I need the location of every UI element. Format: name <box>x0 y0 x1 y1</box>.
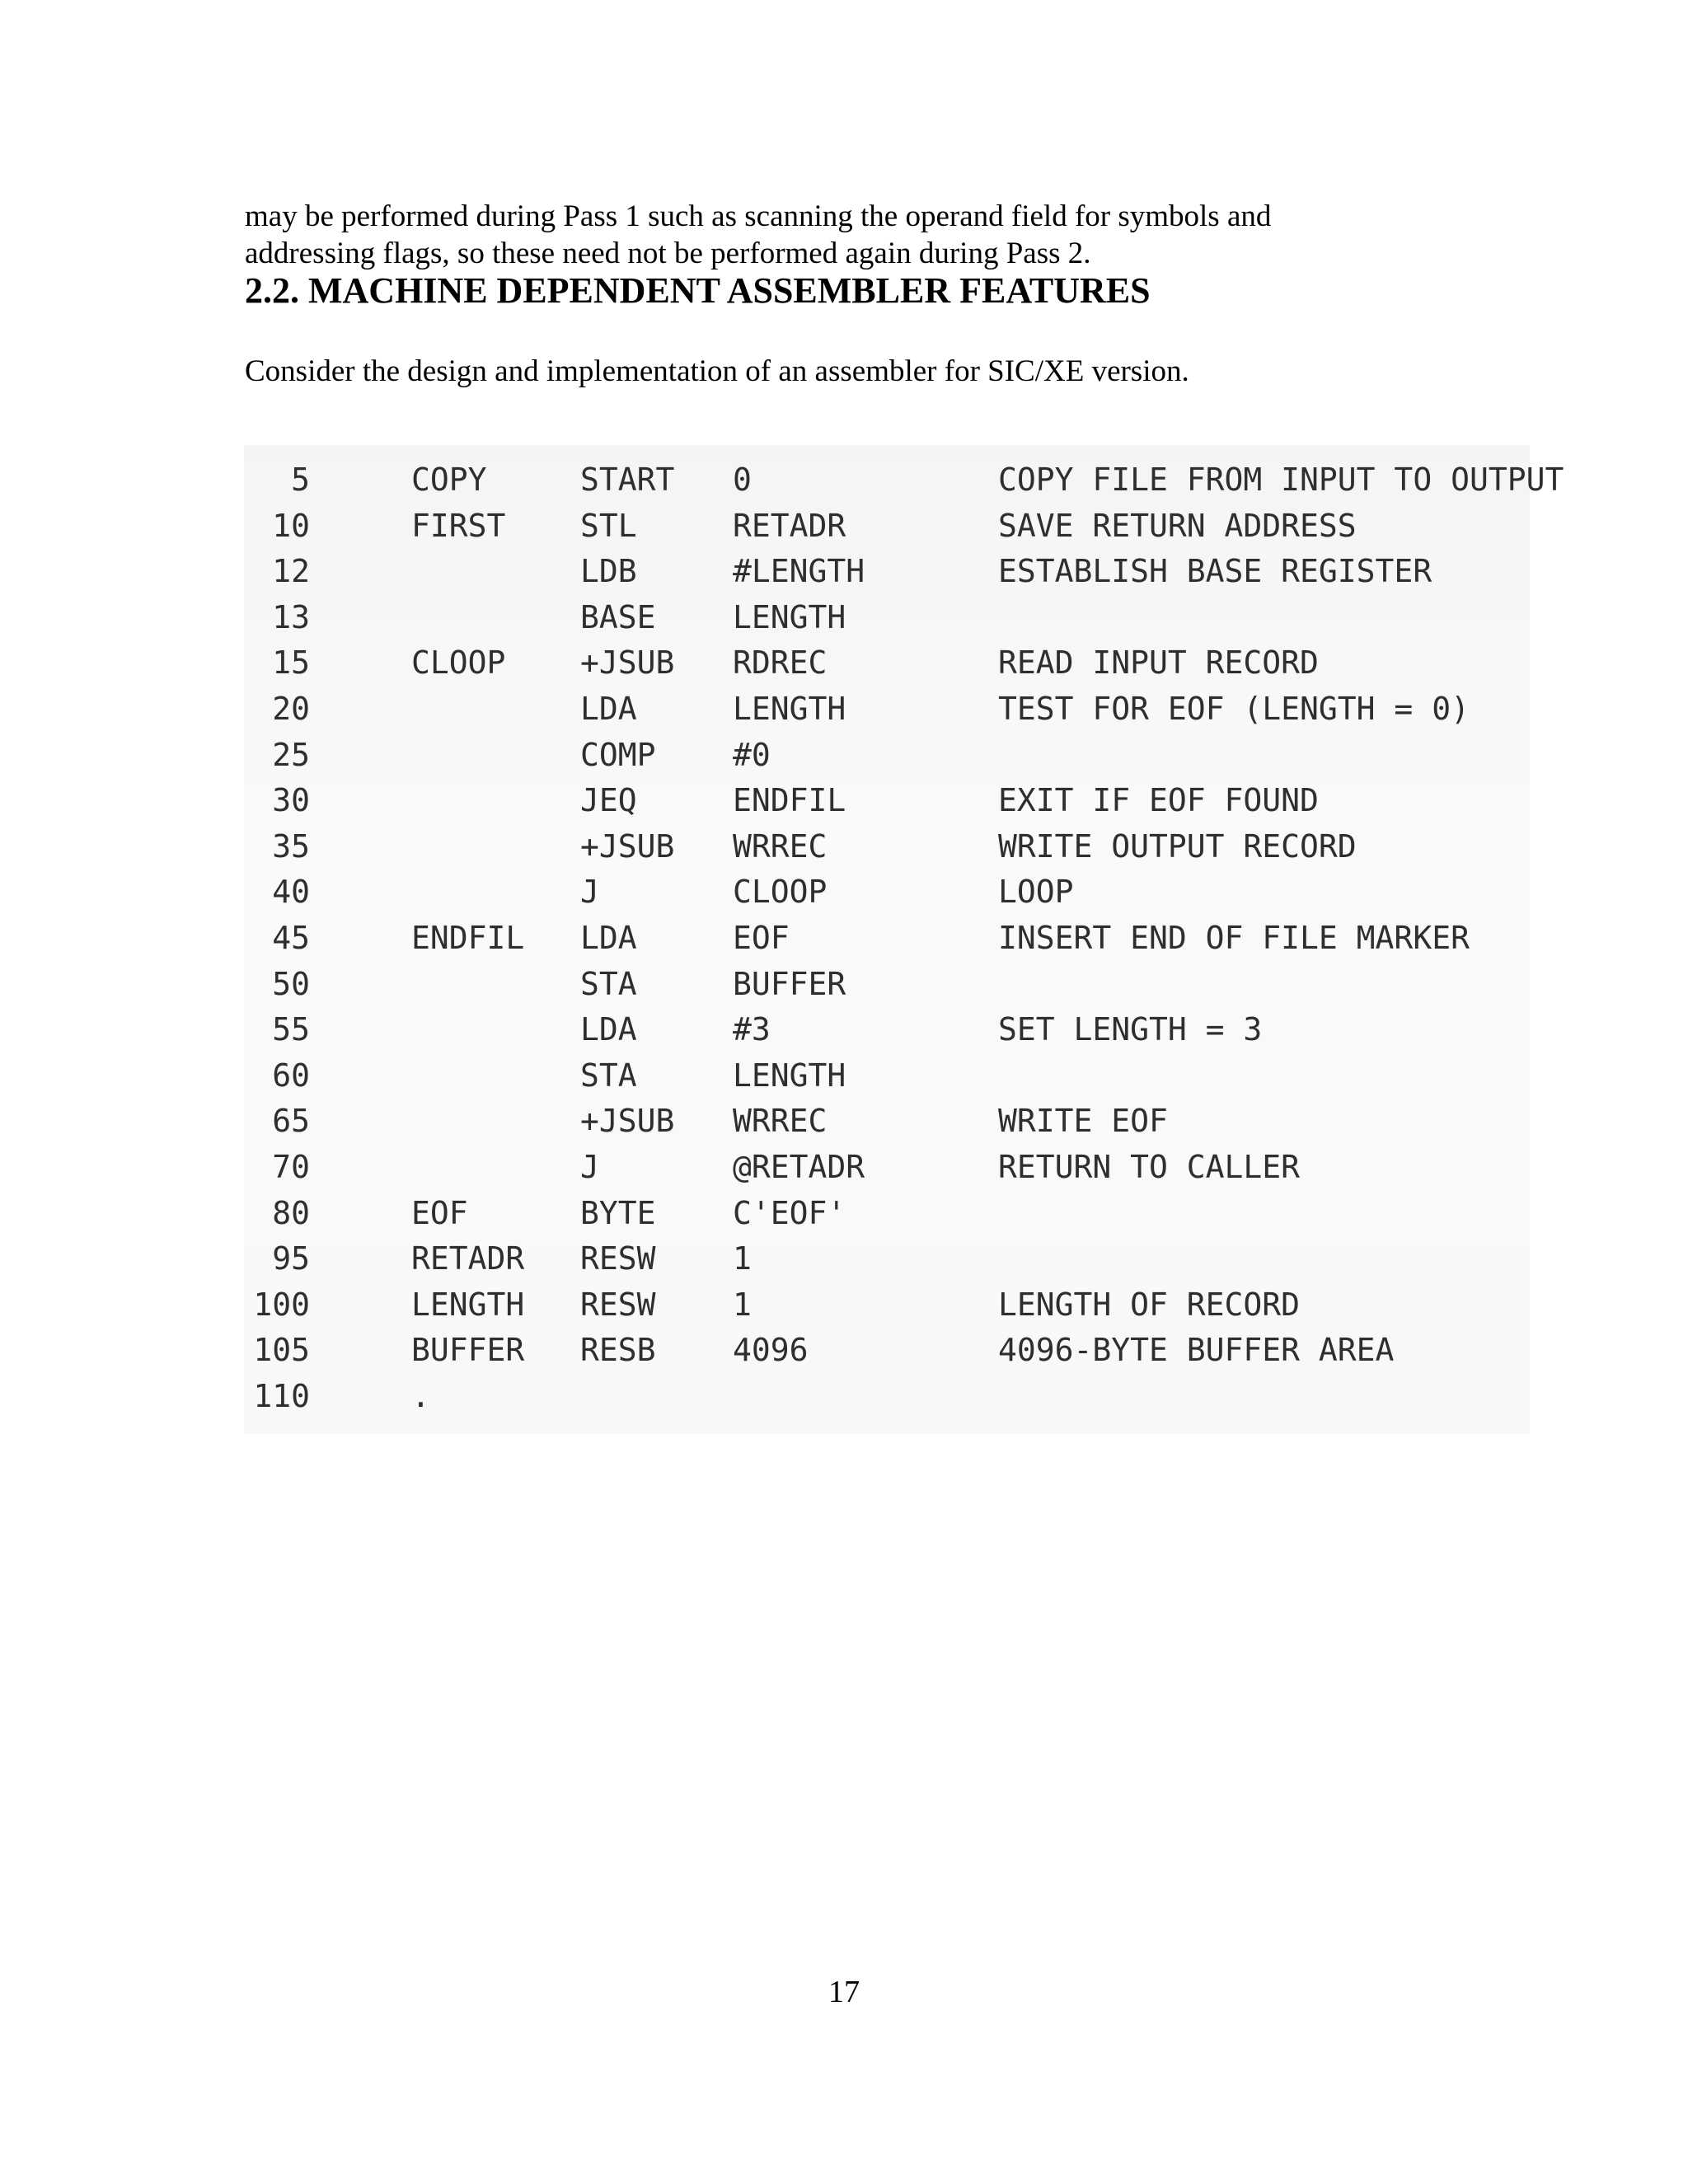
listing-opcode: RESW <box>580 1240 656 1277</box>
listing-operand: BUFFER <box>733 965 846 1002</box>
listing-row <box>244 457 1564 503</box>
listing-opcode: RESW <box>580 1286 656 1323</box>
listing-operand: LENGTH <box>733 1057 846 1094</box>
listing-row <box>244 1235 1530 1282</box>
listing-operand: RDREC <box>733 644 828 682</box>
listing-label: ENDFIL <box>411 920 525 956</box>
listing-comment: RETURN TO CALLER <box>998 1149 1301 1185</box>
listing-operand: EOF <box>733 920 790 956</box>
listing-opcode: JEQ <box>580 782 637 819</box>
listing-line-number: 25 <box>272 736 310 773</box>
listing-line-number: 80 <box>272 1194 310 1231</box>
listing-row <box>244 1144 1530 1190</box>
listing-row <box>244 686 1530 732</box>
intro-paragraph-line1: may be performed during Pass 1 such as scanning the operand field for symbols and <box>245 199 1272 233</box>
listing-comment: WRITE OUTPUT RECORD <box>998 827 1357 865</box>
listing-line-number: 50 <box>272 965 310 1002</box>
listing-row <box>244 640 1530 686</box>
listing-row <box>244 1098 1530 1144</box>
listing-line-number: 105 <box>253 1332 310 1369</box>
listing-line-number: 65 <box>272 1103 310 1140</box>
listing-comment: SAVE RETURN ADDRESS <box>998 507 1357 544</box>
listing-label: BUFFER <box>411 1332 525 1369</box>
listing-row <box>244 1373 1530 1419</box>
intro-paragraph-line2: addressing flags, so these need not be performed again during Pass 2. <box>245 237 1091 270</box>
listing-label: LENGTH <box>411 1286 525 1323</box>
listing-row <box>244 1282 1530 1328</box>
listing-opcode: +JSUB <box>580 1103 675 1140</box>
listing-operand: CLOOP <box>733 874 828 911</box>
listing-opcode: LDA <box>580 1011 637 1048</box>
listing-opcode: J <box>580 874 599 911</box>
listing-line-number: 110 <box>253 1378 310 1414</box>
listing-comment: LENGTH OF RECORD <box>998 1286 1301 1323</box>
listing-opcode: COMP <box>580 736 656 773</box>
listing-comment: EXIT IF EOF FOUND <box>998 782 1319 819</box>
listing-comment: 4096-BYTE BUFFER AREA <box>998 1332 1395 1369</box>
listing-line-number: 5 <box>291 462 310 498</box>
listing-row <box>244 1006 1530 1052</box>
listing-operand: @RETADR <box>733 1149 865 1185</box>
listing-row <box>244 1052 1530 1099</box>
listing-line-number: 45 <box>272 920 310 956</box>
listing-label: EOF <box>411 1194 468 1231</box>
listing-operand: 0 <box>733 462 752 498</box>
listing-line-number: 10 <box>272 507 310 544</box>
listing-row <box>244 594 1530 640</box>
listing-opcode: J <box>580 1149 599 1185</box>
page-number: 17 <box>828 1975 860 2009</box>
listing-comment: WRITE EOF <box>998 1103 1168 1140</box>
listing-operand: 1 <box>733 1240 752 1277</box>
listing-operand: WRREC <box>733 827 828 865</box>
consider-paragraph: Consider the design and implementation of an assembler for SIC/XE version. <box>245 354 1189 388</box>
listing-operand: #0 <box>733 736 771 773</box>
listing-line-number: 95 <box>272 1240 310 1277</box>
listing-operand: #3 <box>733 1011 771 1048</box>
listing-label: CLOOP <box>411 644 506 682</box>
listing-comment: COPY FILE FROM INPUT TO OUTPUT <box>998 462 1564 498</box>
listing-line-number: 20 <box>272 691 310 727</box>
listing-line-number: 35 <box>272 827 310 865</box>
listing-label: FIRST <box>411 507 506 544</box>
listing-row <box>244 503 1530 549</box>
listing-label: RETADR <box>411 1240 525 1277</box>
listing-line-number: 60 <box>272 1057 310 1094</box>
listing-row <box>244 823 1530 869</box>
listing-opcode: BASE <box>580 598 656 635</box>
listing-line-number: 70 <box>272 1149 310 1185</box>
assembly-listing-figure <box>244 445 1564 1434</box>
listing-opcode: STA <box>580 965 637 1002</box>
listing-row <box>244 915 1530 961</box>
listing-opcode: +JSUB <box>580 644 675 682</box>
listing-operand: 4096 <box>733 1332 809 1369</box>
listing-comment: TEST FOR EOF (LENGTH = 0) <box>998 691 1470 727</box>
listing-row <box>244 777 1530 823</box>
listing-row <box>244 869 1530 915</box>
listing-row <box>244 1190 1530 1236</box>
listing-operand: RETADR <box>733 507 846 544</box>
listing-opcode: START <box>580 462 675 498</box>
listing-opcode: +JSUB <box>580 827 675 865</box>
listing-line-number: 40 <box>272 874 310 911</box>
listing-row <box>244 961 1530 1007</box>
listing-row <box>244 1327 1530 1373</box>
listing-line-number: 13 <box>272 598 310 635</box>
listing-line-number: 15 <box>272 644 310 682</box>
listing-opcode: LDB <box>580 553 637 590</box>
listing-line-number: 30 <box>272 782 310 819</box>
listing-operand: C'EOF' <box>733 1194 846 1231</box>
listing-opcode: STL <box>580 507 637 544</box>
listing-opcode: BYTE <box>580 1194 656 1231</box>
listing-row <box>244 548 1530 594</box>
listing-opcode: LDA <box>580 691 637 727</box>
listing-operand: WRREC <box>733 1103 828 1140</box>
listing-line-number: 100 <box>253 1286 310 1323</box>
listing-comment: INSERT END OF FILE MARKER <box>998 920 1470 956</box>
listing-comment: LOOP <box>998 874 1074 911</box>
listing-line-number: 55 <box>272 1011 310 1048</box>
listing-opcode: STA <box>580 1057 637 1094</box>
listing-opcode: RESB <box>580 1332 656 1369</box>
section-heading: 2.2. MACHINE DEPENDENT ASSEMBLER FEATURES <box>245 270 1151 311</box>
listing-operand: ENDFIL <box>733 782 846 819</box>
listing-operand: LENGTH <box>733 691 846 727</box>
listing-operand: #LENGTH <box>733 553 865 590</box>
listing-operand: LENGTH <box>733 598 846 635</box>
listing-line-number: 12 <box>272 553 310 590</box>
listing-comment: READ INPUT RECORD <box>998 644 1319 682</box>
listing-comment: SET LENGTH = 3 <box>998 1011 1263 1048</box>
listing-label: . <box>411 1378 430 1414</box>
listing-comment: ESTABLISH BASE REGISTER <box>998 553 1432 590</box>
listing-row <box>244 732 1530 778</box>
listing-operand: 1 <box>733 1286 752 1323</box>
listing-label: COPY <box>411 462 487 498</box>
listing-opcode: LDA <box>580 920 637 956</box>
